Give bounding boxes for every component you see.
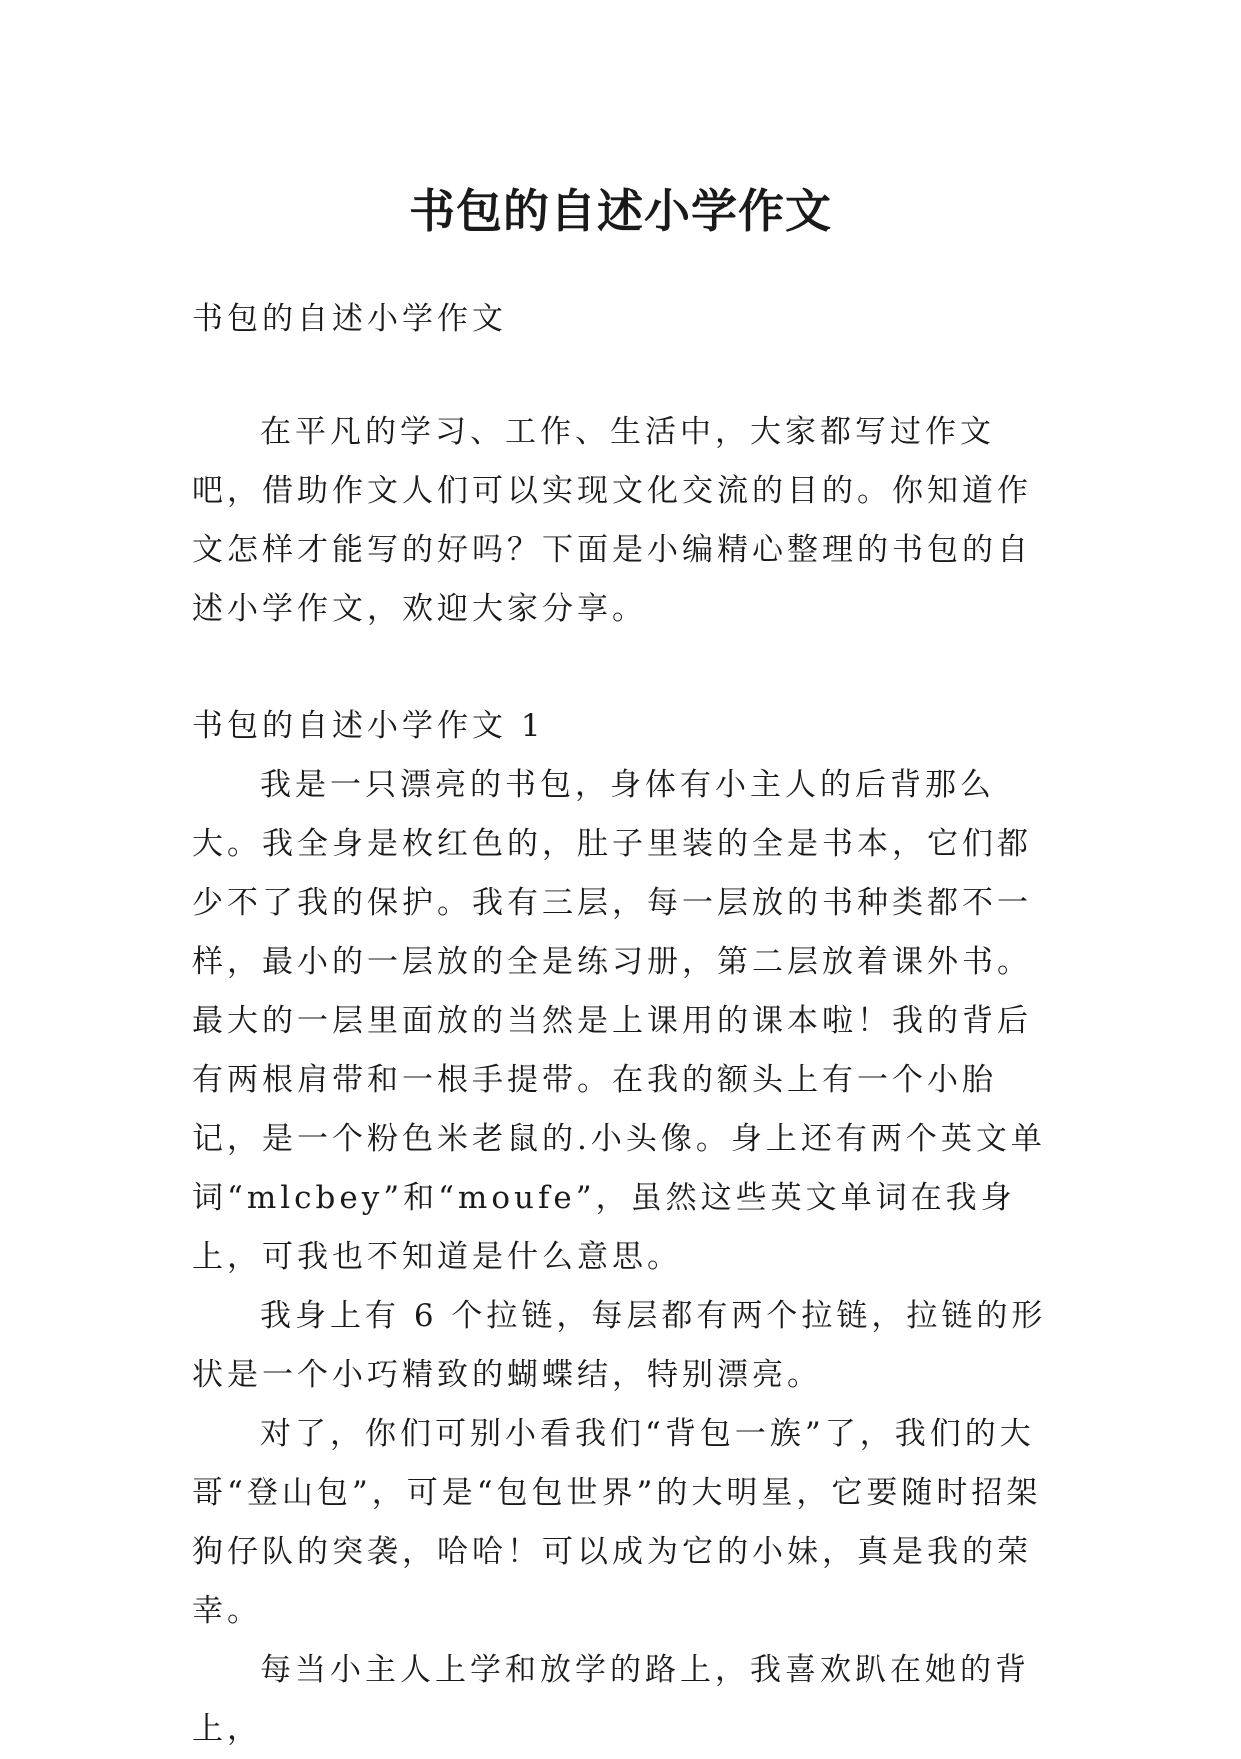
document-title: 书包的自述小学作文: [409, 183, 832, 238]
section-body: [192, 756, 1054, 1759]
section-title: 书包的自述小学作文 1: [192, 708, 545, 744]
document-subtitle: 书包的自述小学作文: [192, 301, 507, 337]
body-paragraph-3: 对了，你们可别小看我们“背包一族”了，我们的大哥“登山包”，可是“包包世界”的大明星，它要随时招架狗仔队的突袭，哈哈！可以成为它的小妹，真是我的荣幸。: [192, 1416, 1042, 1629]
intro-paragraph: 在平凡的学习、工作、生活中，大家都写过作文吧，借助作文人们可以实现文化交流的目的。你知道作文怎样才能写的好吗？下面是小编精心整理的书包的自述小学作文，欢迎大家分享。: [192, 414, 1032, 627]
body-paragraph-2: 我身上有 6 个拉链，每层都有两个拉链，拉链的形状是一个小巧精致的蝴蝶结，特别漂亮。: [192, 1298, 1047, 1393]
body-paragraph-4: 每当小主人上学和放学的路上，我喜欢趴在她的背上，: [192, 1652, 1030, 1747]
body-paragraph-1: 我是一只漂亮的书包，身体有小主人的后背那么大。我全身是枚红色的，肚子里装的全是书本，它们都少不了我的保护。我有三层，每一层放的书种类都不一样，最小的一层放的全是练习册，第二层放着课外书。最大的一层里面放的当然是上课用的课本啦！我的背后有两根肩带和一根手提带。在我的额头上有一个小胎记，是一个粉色米老鼠的.小头像。身上还有两个英文单词“mlcbey”和“moufe”，虽然这些英文单词在我身上，可我也不知道是什么意思。: [192, 767, 1046, 1275]
